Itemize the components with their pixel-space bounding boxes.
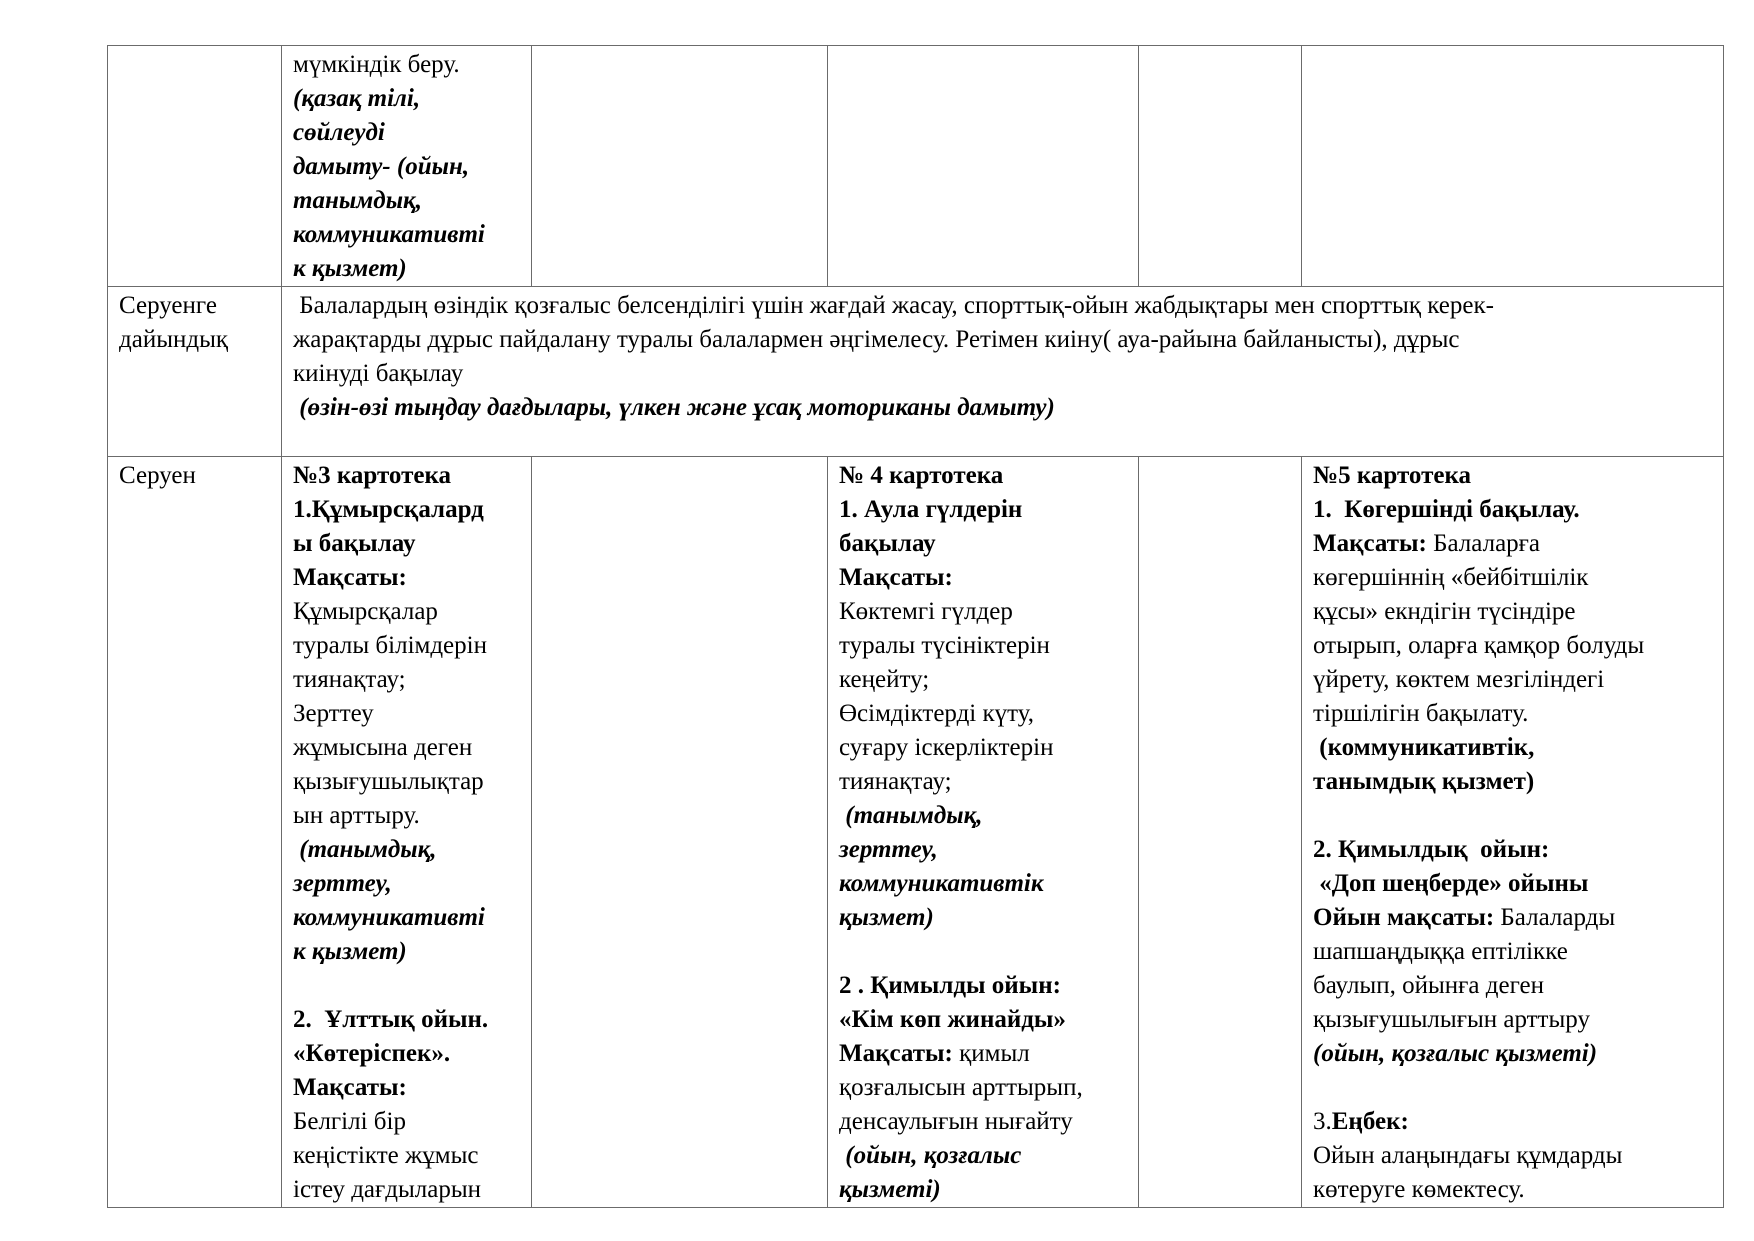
text-line: Белгілі бір <box>293 1108 406 1135</box>
spacer <box>839 935 1127 969</box>
schedule-table <box>107 45 1724 1208</box>
game-title: 2. Қимылдық ойын: <box>1313 836 1550 863</box>
card-title: №5 картотека <box>1313 462 1471 489</box>
activity-title: 1. Аула гүлдерін <box>839 496 1023 523</box>
row-continuation-col3 <box>828 46 1139 287</box>
row-continuation-col1 <box>282 46 532 287</box>
text-line: көгершіннің «бейбітшілік <box>1313 564 1589 591</box>
game-title: 2 . Қимылды ойын: <box>839 972 1061 999</box>
work-line <box>1313 1105 1712 1139</box>
text-line: құсы» екндігін түсіндіре <box>1313 598 1576 625</box>
spacer <box>1313 799 1712 833</box>
card-title: №3 картотека <box>293 462 451 489</box>
activity-type: коммуникативтік <box>839 870 1044 897</box>
activity-title: 1.Құмырсқалард <box>293 496 484 523</box>
row-walk-col2 <box>532 457 828 1208</box>
row-label-line: Серуен <box>119 462 196 489</box>
text-line: Зерттеу <box>293 700 374 727</box>
goal-line <box>839 1037 1127 1071</box>
game-name: «Доп шеңберде» ойыны <box>1313 870 1589 897</box>
text-line: жарақтарды дұрыс пайдалану туралы балалармен әңгімелесу. Ретімен киіну( ауа-райына байланысты), дұрыс <box>293 326 1460 353</box>
text-line: сөйлеуді <box>293 119 385 146</box>
row-walk-preparation <box>108 287 1724 457</box>
text-line: тиянақтау; <box>839 768 952 795</box>
game-name: «Кім көп жинайды» <box>839 1006 1066 1033</box>
row-walk-preparation-label <box>108 287 282 457</box>
text-line: кеңейту; <box>839 666 930 693</box>
text-line: коммуникативті <box>293 221 485 248</box>
activity-type: зерттеу, <box>293 870 392 897</box>
text-line: тіршілігін бақылату. <box>1313 700 1529 727</box>
activity-title: бақылау <box>839 530 936 557</box>
text-line: мүмкіндік беру. <box>293 51 460 78</box>
text-line: (өзін-өзі тыңдау дағдылары, үлкен және ұсақ моториканы дамыту) <box>293 394 1055 421</box>
text-line: Ойын алаңындағы құмдарды <box>1313 1142 1623 1169</box>
text-line: істеу дағдыларын <box>293 1176 482 1203</box>
activity-type: (танымдық, <box>839 802 983 829</box>
goal-label: Мақсаты: <box>293 564 407 591</box>
activity-type: танымдық қызмет) <box>1313 768 1535 795</box>
row-walk-label <box>108 457 282 1208</box>
game-title: 2. Ұлттық ойын. <box>293 1006 489 1033</box>
text-line: кеңістікте жұмыс <box>293 1142 479 1169</box>
activity-type: қызметі) <box>839 1176 941 1203</box>
goal-label: Мақсаты: <box>1313 530 1427 557</box>
activity-title: ы бақылау <box>293 530 416 557</box>
row-continuation-label-cell <box>108 46 282 287</box>
goal-label: Мақсаты: <box>293 1074 407 1101</box>
row-label-line: Серуенге <box>119 292 217 319</box>
text-line: ын арттыру. <box>293 802 420 829</box>
work-number: 3. <box>1313 1108 1332 1135</box>
goal-text: Балаларды <box>1494 904 1616 931</box>
spacer <box>1313 1071 1712 1105</box>
spacer <box>293 969 520 1003</box>
text-line: денсаулығын нығайту <box>839 1108 1073 1135</box>
text-line: туралы түсініктерін <box>839 632 1050 659</box>
row-walk-preparation-content <box>282 287 1724 457</box>
goal-label: Мақсаты: <box>839 564 953 591</box>
row-continuation-col5 <box>1302 46 1724 287</box>
text-line: Көктемгі гүлдер <box>839 598 1013 625</box>
activity-type: к қызмет) <box>293 938 407 965</box>
text-line: тиянақтау; <box>293 666 406 693</box>
activity-title: 1. Көгершінді бақылау. <box>1313 496 1580 523</box>
row-continuation-col4 <box>1139 46 1302 287</box>
text-line: (қазақ тілі, <box>293 85 421 112</box>
text-line: Балалардың өзіндік қозғалыс белсенділігі үшін жағдай жасау, спорттық-ойын жабдықтары мен спорттық керек- <box>293 292 1494 319</box>
goal-line <box>1313 901 1712 935</box>
goal-line <box>1313 527 1712 561</box>
text-line: көтеруге көмектесу. <box>1313 1176 1525 1203</box>
row-walk-col4 <box>1139 457 1302 1208</box>
text-line: баулып, ойынға деген <box>1313 972 1544 999</box>
card-title: № 4 картотека <box>839 462 1004 489</box>
goal-label: Ойын мақсаты: <box>1313 904 1495 931</box>
row-walk-col5 <box>1302 457 1724 1208</box>
row-continuation-col2 <box>532 46 828 287</box>
text-line: отырып, оларға қамқор болуды <box>1313 632 1645 659</box>
text-line: қызығушылығын арттыру <box>1313 1006 1590 1033</box>
text-line: шапшаңдыққа ептілікке <box>1313 938 1568 965</box>
row-walk-col1 <box>282 457 532 1208</box>
text-line: қызығушылықтар <box>293 768 484 795</box>
work-label: Еңбек: <box>1331 1108 1409 1135</box>
activity-type: (коммуникативтік, <box>1313 734 1535 761</box>
game-name: «Көтеріспек». <box>293 1040 451 1067</box>
text-line: жұмысына деген <box>293 734 473 761</box>
row-walk-col3 <box>828 457 1139 1208</box>
text-line: үйрету, көктем мезгіліндегі <box>1313 666 1605 693</box>
goal-label: Мақсаты: <box>839 1040 953 1067</box>
activity-type: зерттеу, <box>839 836 938 863</box>
activity-type: коммуникативті <box>293 904 485 931</box>
row-continuation <box>108 46 1724 287</box>
text-line: дамыту- (ойын, <box>293 153 470 180</box>
activity-type: (ойын, қозғалыс қызметі) <box>1313 1040 1598 1067</box>
text-line: Өсімдіктерді күту, <box>839 700 1034 727</box>
text-line: к қызмет) <box>293 255 407 282</box>
text-line: қозғалысын арттырып, <box>839 1074 1083 1101</box>
text-line: туралы білімдерін <box>293 632 487 659</box>
row-label-line: дайындық <box>119 326 229 353</box>
activity-type: қызмет) <box>839 904 934 931</box>
goal-text: Балаларға <box>1426 530 1541 557</box>
text-line: киінуді бақылау <box>293 360 464 387</box>
activity-type: (танымдық, <box>293 836 437 863</box>
text-line: суғару іскерліктерін <box>839 734 1054 761</box>
text-line: танымдық, <box>293 187 422 214</box>
activity-type: (ойын, қозғалыс <box>839 1142 1022 1169</box>
text-line: Құмырсқалар <box>293 598 438 625</box>
row-walk <box>108 457 1724 1208</box>
goal-text: қимыл <box>952 1040 1030 1067</box>
